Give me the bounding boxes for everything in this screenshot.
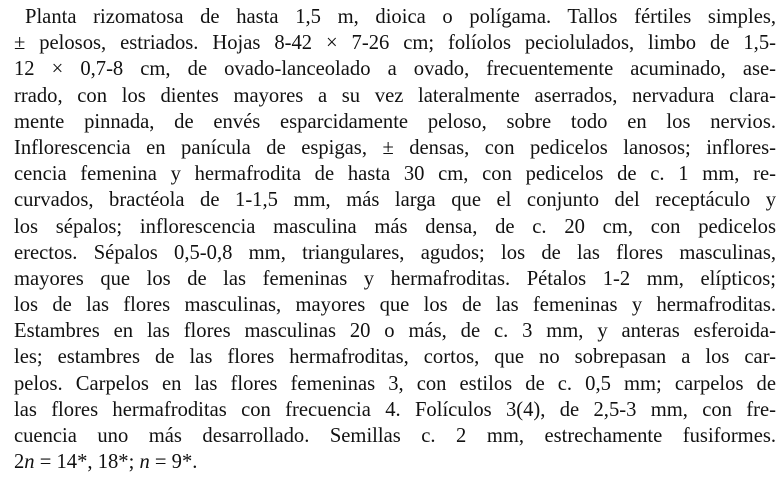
description-line: rrado, con los dientes mayores a su vez lateralmente aserrados, nervadura clara- — [14, 84, 776, 107]
description-line: 12 × 0,7-8 cm, de ovado-lanceolado a ovado, frecuentemente acuminado, ase- — [14, 58, 776, 81]
description-line: Estambres en las flores masculinas 20 o más, de c. 3 mm, y anteras esferoida- — [14, 320, 776, 343]
description-line: las flores hermafroditas con frecuencia 4. Folículos 3(4), de 2,5-3 mm, con fre- — [14, 398, 776, 421]
description-line: mayores que los de las femeninas y hermafroditas. Pétalos 1-2 mm, elípticos; — [14, 267, 776, 290]
description-line: los sépalos; inflorescencia masculina más densa, de c. 20 cm, con pedicelos — [14, 215, 776, 238]
description-line: mente pinnada, de envés esparcidamente peloso, sobre todo en los nervios. — [14, 110, 776, 133]
description-line: Planta rizomatosa de hasta 1,5 m, dioica o polígama. Tallos fértiles simples, — [25, 6, 776, 28]
description-line: curvados, bractéola de 1-1,5 mm, más larga que el conjunto del receptáculo y — [14, 189, 776, 212]
description-line: pelos. Carpelos en las flores femeninas 3, con estilos de c. 0,5 mm; carpelos de — [14, 372, 776, 395]
chromosome-variable: n — [24, 451, 35, 474]
chromosome-prefix: 2 — [14, 451, 25, 474]
description-line: los de las flores masculinas, mayores que los de las femeninas y hermafroditas. — [14, 294, 776, 317]
description-line: cencia femenina y hermafrodita de hasta 30 cm, con pedicelos de c. 1 mm, re- — [14, 163, 776, 186]
description-line: ± pelosos, estriados. Hojas 8-42 × 7-26 cm; folíolos peciolulados, limbo de 1,5- — [14, 32, 776, 55]
species-description-paragraph — [14, 4, 776, 475]
description-line: erectos. Sépalos 0,5-0,8 mm, triangulares, agudos; los de las flores masculinas, — [14, 241, 776, 264]
chromosome-diploid-values: = 14*, 18*; — [34, 451, 140, 474]
chromosome-variable: n — [139, 451, 150, 474]
description-line: les; estambres de las flores hermafroditas, cortos, que no sobrepasan a los car- — [14, 346, 776, 369]
chromosome-haploid-values: = 9*. — [149, 451, 198, 474]
chromosome-number-line — [14, 449, 776, 475]
description-line: cuencia uno más desarrollado. Semillas c. 2 mm, estrechamente fusiformes. — [14, 425, 776, 447]
description-line: Inflorescencia en panícula de espigas, ± densas, con pedicelos lanosos; inflores- — [14, 136, 776, 159]
